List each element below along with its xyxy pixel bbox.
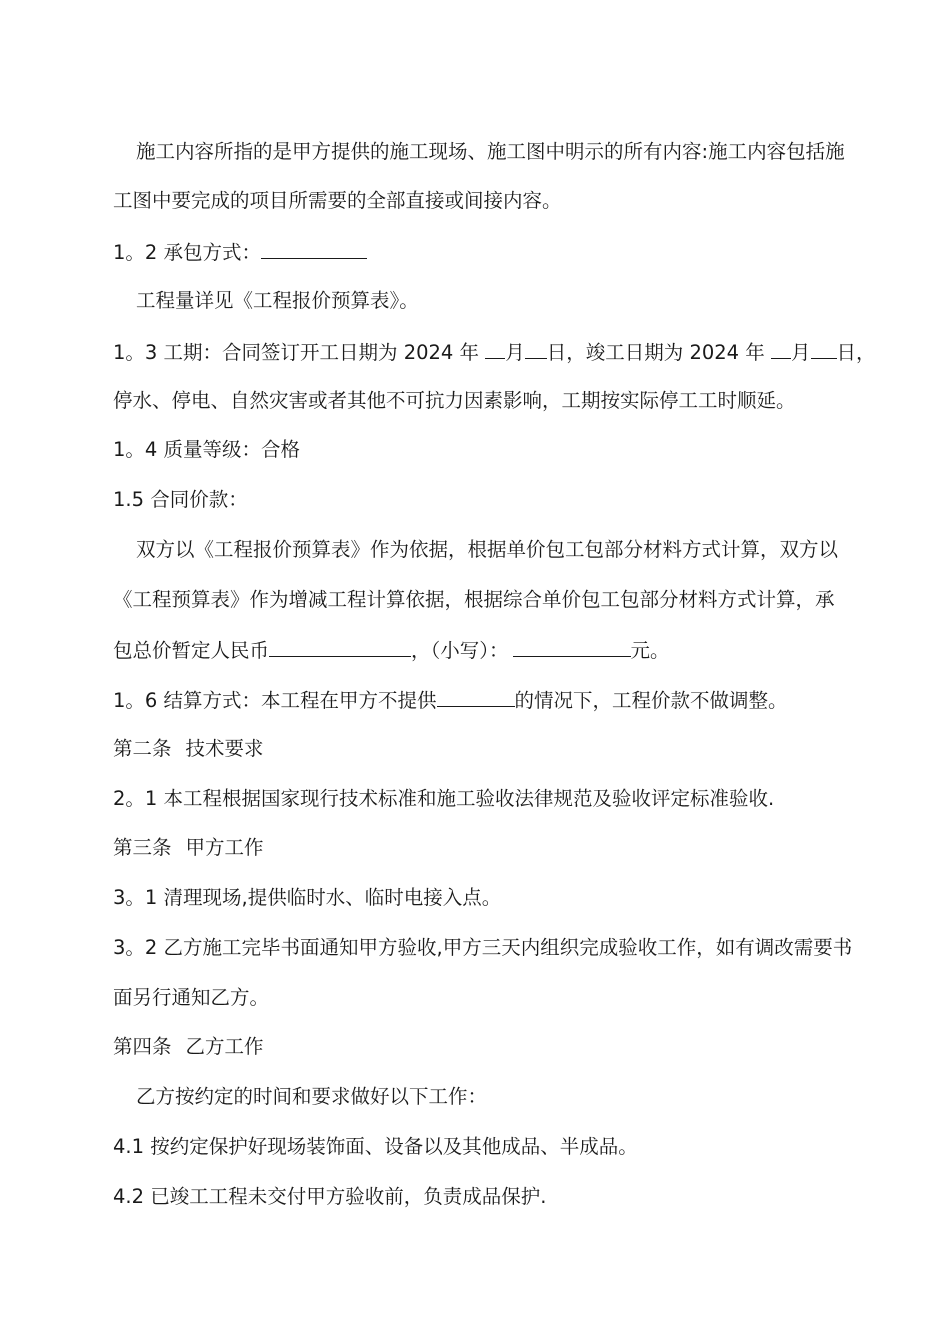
clause-1-5-line-2: 《工程预算表》作为增减工程计算依据，根据综合单价包工包部分材料方式计算，承	[113, 588, 835, 611]
clause-1-4: 1。4 质量等级：合格	[113, 438, 301, 461]
clause-1-5-line-3	[113, 636, 853, 664]
clause-1-2-label: 1。2 承包方式：	[113, 241, 262, 264]
lowercase-label: ，（小写）：	[411, 639, 509, 662]
start-month-label: 月	[505, 341, 525, 364]
article-3-title: 甲方工作	[185, 836, 264, 859]
clause-1-3-part-c: 日，	[836, 341, 876, 364]
clause-1-3-part-a: 1。3 工期：合同签订开工日期为 2024 年	[113, 341, 486, 364]
clause-1-6	[113, 686, 853, 714]
settlement-blank	[437, 686, 515, 707]
article-3-number: 第三条	[113, 836, 172, 859]
clause-1-3-line-1	[113, 338, 876, 366]
start-month-blank	[485, 338, 505, 359]
article-4-title: 乙方工作	[185, 1035, 264, 1058]
total-price-words-blank	[269, 636, 411, 657]
clause-1-6-part-a: 1。6 结算方式：本工程在甲方不提供	[113, 689, 437, 712]
end-day-blank	[811, 338, 837, 359]
start-day-blank	[525, 338, 547, 359]
article-3-heading	[113, 835, 853, 861]
total-price-figure-blank	[513, 636, 631, 657]
paragraph-scope-line-1: 施工内容所指的是甲方提供的施工现场、施工图中明示的所有内容:施工内容包括施	[136, 140, 845, 163]
clause-1-5-line-1: 双方以《工程报价预算表》作为依据，根据单价包工包部分材料方式计算，双方以	[136, 538, 839, 561]
article-2-title: 技术要求	[185, 737, 264, 760]
clause-1-3-line-2: 停水、停电、自然灾害或者其他不可抗力因素影响，工期按实际停工工时顺延。	[113, 389, 796, 412]
contract-mode-blank	[261, 238, 367, 259]
article-4-heading	[113, 1034, 853, 1060]
clause-1-6-part-b: 的情况下，工程价款不做调整。	[514, 689, 788, 712]
clause-4-2: 4.2 已竣工工程未交付甲方验收前，负责成品保护.	[113, 1185, 547, 1208]
paragraph-scope-line-2: 工图中要完成的项目所需要的全部直接或间接内容。	[113, 189, 562, 212]
currency-unit: 元。	[630, 639, 670, 662]
clause-1-3-part-b: 日，竣工日期为 2024 年	[546, 341, 771, 364]
clause-4-1: 4.1 按约定保护好现场装饰面、设备以及其他成品、半成品。	[113, 1135, 638, 1158]
end-month-label: 月	[790, 341, 811, 364]
clause-1-5: 1.5 合同价款：	[113, 488, 248, 511]
clause-1-2-detail: 工程量详见《工程报价预算表》。	[136, 289, 419, 312]
article-2-number: 第二条	[113, 737, 172, 760]
clause-3-1: 3。1 清理现场,提供临时水、临时电接入点。	[113, 886, 502, 909]
clause-3-2-line-1: 3。2 乙方施工完毕书面通知甲方验收,甲方三天内组织完成验收工作，如有调改需要书	[113, 936, 853, 959]
clause-3-2-line-2: 面另行通知乙方。	[113, 986, 270, 1009]
article-4-intro: 乙方按约定的时间和要求做好以下工作：	[136, 1085, 488, 1108]
end-month-blank	[771, 338, 791, 359]
clause-1-2	[113, 238, 853, 266]
article-2-heading	[113, 736, 853, 762]
total-price-label: 包总价暂定人民币	[113, 639, 270, 662]
clause-2-1: 2。1 本工程根据国家现行技术标准和施工验收法律规范及验收评定标准验收.	[113, 787, 775, 810]
article-4-number: 第四条	[113, 1035, 172, 1058]
